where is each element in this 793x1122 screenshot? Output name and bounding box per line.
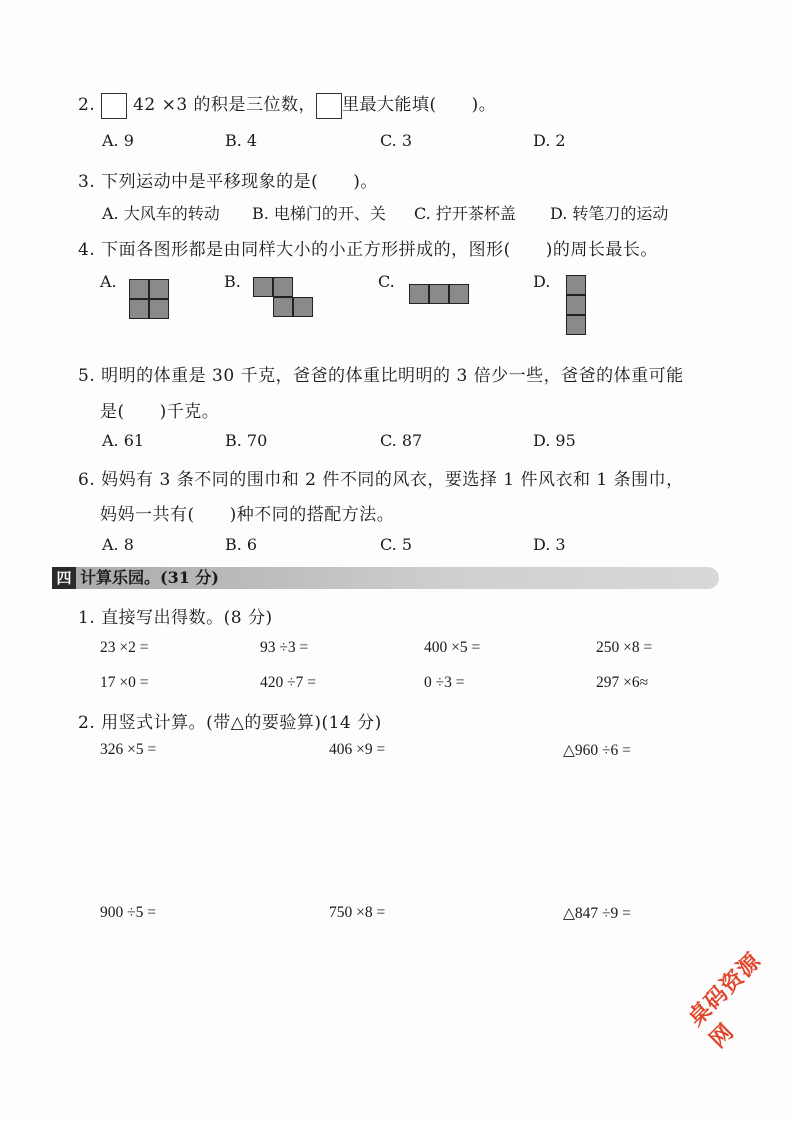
question-number: 2. bbox=[78, 95, 96, 115]
calc-item: 93 ÷3 = bbox=[260, 639, 309, 656]
watermark-logo: 桌码资源网 bbox=[683, 948, 767, 1054]
calc-item: 0 ÷3 = bbox=[424, 674, 465, 691]
unit-square bbox=[429, 284, 449, 304]
calc-item: 297 ×6≈ bbox=[596, 674, 649, 691]
question-text: 42 ×3 的积是三位数， bbox=[133, 95, 317, 115]
figure-label-b[interactable]: B. bbox=[224, 272, 241, 291]
calc-item: 326 ×5 = bbox=[100, 741, 157, 758]
question-text: 里最大能填( )。 bbox=[342, 95, 497, 115]
question-6-line1: 6. 妈妈有 3 条不同的围巾和 2 件不同的风衣，要选择 1 件风衣和 1 条围巾， bbox=[78, 470, 684, 490]
unit-square bbox=[566, 315, 586, 335]
part-2-title: 2. 用竖式计算。(带△的要验算)(14 分) bbox=[78, 713, 382, 733]
question-3: 3. 下列运动中是平移现象的是( )。 bbox=[78, 172, 378, 192]
option-d[interactable]: D. 3 bbox=[533, 535, 566, 554]
calc-item: 23 ×2 = bbox=[100, 639, 149, 656]
question-2 bbox=[78, 90, 496, 119]
unit-square bbox=[273, 297, 293, 317]
calc-item: 400 ×5 = bbox=[424, 639, 481, 656]
question-4: 4. 下面各图形都是由同样大小的小正方形拼成的，图形( )的周长最长。 bbox=[78, 240, 658, 260]
calc-item: △960 ÷6 = bbox=[563, 742, 631, 759]
blank-box[interactable] bbox=[101, 93, 127, 119]
option-a[interactable]: A. 61 bbox=[102, 431, 145, 450]
option-b[interactable]: B. 4 bbox=[225, 131, 258, 150]
unit-square bbox=[566, 275, 586, 295]
option-a[interactable]: A. 9 bbox=[102, 131, 134, 150]
section-number-tag: 四 bbox=[52, 567, 76, 589]
option-c[interactable]: C. 5 bbox=[380, 535, 413, 554]
unit-square bbox=[409, 284, 429, 304]
unit-square bbox=[129, 279, 149, 299]
calc-item: 900 ÷5 = bbox=[100, 904, 156, 921]
calc-item: △847 ÷9 = bbox=[563, 905, 631, 922]
option-d[interactable]: D. 转笔刀的运动 bbox=[550, 204, 669, 223]
calc-item: 250 ×8 = bbox=[596, 639, 653, 656]
section-title: 计算乐园。(31 分) bbox=[80, 568, 219, 587]
figure-label-d[interactable]: D. bbox=[533, 272, 551, 291]
option-b[interactable]: B. 6 bbox=[225, 535, 258, 554]
question-6-line2: 妈妈一共有( )种不同的搭配方法。 bbox=[100, 505, 395, 525]
blank-box[interactable] bbox=[316, 93, 342, 119]
figure-label-c[interactable]: C. bbox=[378, 272, 395, 291]
option-b[interactable]: B. 电梯门的开、关 bbox=[252, 204, 386, 223]
option-c[interactable]: C. 拧开茶杯盖 bbox=[414, 204, 516, 223]
unit-square bbox=[129, 299, 149, 319]
option-c[interactable]: C. 3 bbox=[380, 131, 413, 150]
question-5-line2: 是( )千克。 bbox=[100, 402, 220, 422]
option-a[interactable]: A. 大风车的转动 bbox=[102, 204, 220, 223]
option-b[interactable]: B. 70 bbox=[225, 431, 268, 450]
option-d[interactable]: D. 2 bbox=[533, 131, 566, 150]
unit-square bbox=[149, 299, 169, 319]
unit-square bbox=[449, 284, 469, 304]
option-a[interactable]: A. 8 bbox=[102, 535, 134, 554]
part-1-title: 1. 直接写出得数。(8 分) bbox=[78, 608, 273, 628]
unit-square bbox=[149, 279, 169, 299]
figure-label-a[interactable]: A. bbox=[100, 272, 117, 291]
option-c[interactable]: C. 87 bbox=[380, 431, 423, 450]
unit-square bbox=[293, 297, 313, 317]
unit-square bbox=[253, 277, 273, 297]
question-5-line1: 5. 明明的体重是 30 千克，爸爸的体重比明明的 3 倍少一些，爸爸的体重可能 bbox=[78, 366, 684, 386]
calc-item: 406 ×9 = bbox=[329, 741, 386, 758]
unit-square bbox=[273, 277, 293, 297]
unit-square bbox=[566, 295, 586, 315]
calc-item: 17 ×0 = bbox=[100, 674, 149, 691]
option-d[interactable]: D. 95 bbox=[533, 431, 576, 450]
calc-item: 750 ×8 = bbox=[329, 904, 386, 921]
calc-item: 420 ÷7 = bbox=[260, 674, 316, 691]
